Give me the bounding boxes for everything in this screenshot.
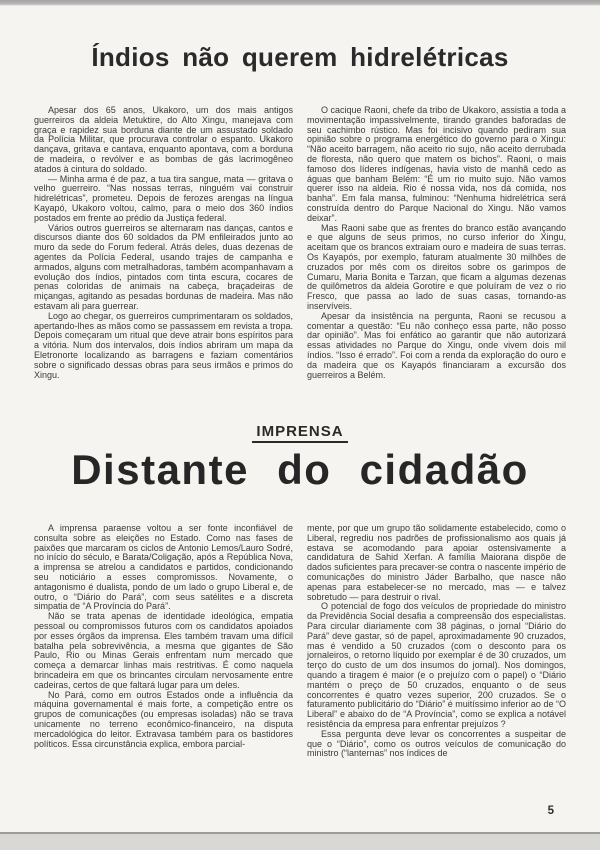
article1-body xyxy=(34,106,566,424)
paragraph: O potencial de fogo dos veículos de propriedade do ministro da Previdência Social desafia a compreensão dos especialistas. Para circular diariamente com 38 páginas, o jornal “Diário do Pará” deve gastar, só de papel, aproximadamente 90 cruzados, mas é vendido a 50 cruzados (com o desconto para os jornaleiros, o retorno líquido por exemplar é de 30 cruzados, um terço do custo de um dos insumos do jornal). Nos domingos, quando a tiragem é maior (e o prejuízo com o papel) o “Diário mantém o preço de 50 cruzados, enquanto o de seus concorrentes é quatro vezes superior, 200 cruzados. Se o faturamento publicitário do “Diário” é muitíssimo inferior ao de “O Liberal” e abaixo do de “A Província”, como se explica a notável resistência da empresa para enfrentar prejuízos ? xyxy=(307,601,566,729)
paragraph: Logo ao chegar, os guerreiros cumprimentaram os soldados, apertando-lhes as mãos como se passassem em revista a tropa. Depois começaram um ritual que deve atrair bons espíritos para a vitória. Num dos intervalos, dois índios abriram um mapa da Eletronorte localizando as barragens e faziam comentários sobre o significado dessas obras para seus irmãos e primos do Xingu. xyxy=(34,310,293,380)
paragraph: O cacique Raoni, chefe da tribo de Ukakoro, assistia a toda a movimentação impassivelmente, tirando grandes baforadas de seu cachimbo rústico. Mas foi incisivo quando pediram sua opinião sobre o programa energético do governo para o Xingu: “Não aceito barragem, não aceito rio sujo, não aceito derrubada de floresta, não quero que matem os bichos”. Raoni, o mais famoso dos líderes indígenas, havia visto de manhã cedo as águas que banham Belém: “É um rio muito sujo. Não vamos querer isso na aldeia. Rio é nossa vida, nos dá comida, nos banha”. Em fala mansa, fulminou: “Nenhuma hidrelétrica será construída dentro do Parque Nacional do Xingu. Não vamos deixar”. xyxy=(307,106,566,223)
scan-edge-bottom xyxy=(0,834,600,850)
paragraph: Apesar da insistência na pergunta, Raoni se recusou a comentar a questão: “Eu não conheço essa parte, não posso dar opinião”. Mas foi enfático ao garantir que não autorizará essas atividades no Parque do Xingu, onde vivem dois mil índios. “Isso é errado”. Foi com a renda da exploração do ouro e da madeira que os Kayapós financiaram a excursão dos guerreiros a Belém. xyxy=(307,310,566,380)
paragraph: mente, por que um grupo tão solidamente estabelecido, como o Liberal, regrediu nos padrões de profissionalismo aos quais já estava se acomodando para apoiar ostensivamente a candidatura de Sahid Xerfan. A família Maiorana dispõe de dados suficientes para precaver-se contra o nascente império de comunicações do ministro Jáder Barbalho, que nasce não apenas para estabelecer-se no mercado, mas — e talvez sobretudo — para destruir o rival. xyxy=(307,524,566,602)
page-number: 5 xyxy=(547,805,554,817)
article2-column-right xyxy=(307,524,566,808)
scan-edge-top xyxy=(0,0,600,6)
paragraph: A imprensa paraense voltou a ser fonte inconfiável de consulta sobre as eleições no Estado. Como nas fases de paixões que marcaram os ciclos de Antonio Lemos/Lauro Sodré, no início do século, e Barata/Coligação, após a República Nova, a imprensa se atrelou a candidatos e partidos, condicionando seu noticiário a esses compromissos. Novamente, o antagonismo é dualista, pondo de um lado o grupo Liberal e, de outro, o “Diário do Pará”, com seus satélites e a discreta simpatia de “A Província do Pará”. xyxy=(34,524,293,612)
paragraph: — Minha arma é de paz, a tua tira sangue, mata — gritava o velho guerreiro. “Nas nossas terras, ninguém vai construir hidrelétricas”, prometeu. Depois de ferozes arengas na língua Kayapó, Ukakoro voltou, calmo, para o meio dos 360 índios postados em frente ao prédio da Justiça federal. xyxy=(34,173,293,223)
paragraph: Essa pergunta deve levar os concorrentes a suspeitar de que o “Diário”, como os outros veículos de comunicação do ministro (“lanternas” nos índices de xyxy=(307,728,566,759)
article2-body xyxy=(34,524,566,808)
article2-column-left xyxy=(34,524,293,808)
article1-column-right xyxy=(307,106,566,424)
article1-headline: Índios não querem hidrelétricas xyxy=(91,42,509,72)
paragraph: Não se trata apenas de identidade ideológica, empatia pessoal ou compromissos futuros com os candidatos apoiados por esses órgãos da imprensa. Eles também travam uma difícil batalha pela sobrevivência, a mesma que gigantes de São Paulo, Rio ou Minas Gerais enfrentam num mercado que começa a demarcar linhas mais restritivas. É como naquela brincadeira em que os brincantes circulam nervosamente entre cadeiras, certos de que faltará lugar para um deles. xyxy=(34,611,293,690)
paragraph: Apesar dos 65 anos, Ukakoro, um dos mais antigos guerreiros da aldeia Metuktire, do Alto Xingu, manejava com graça e rapidez sua borduna diante de um assustado soldado da Polícia Militar, que procurava controlar o espanto. Ukakoro dançava, gritava e cantava, enquanto apontava, com a borduna de madeira, o revólver e as bombas de gás lacrimogêneo atados à cintura do soldado. xyxy=(34,106,293,174)
section-kicker: IMPRENSA xyxy=(252,423,347,443)
article1-column-left xyxy=(34,106,293,424)
paragraph: No Pará, como em outros Estados onde a influência da máquina governamental é mais forte, a competição entre os grupos de comunicações (ou empresas isoladas) não se trava unicamente no terreno econômico-financeiro, na disputa mercadológica do leitor. Extravasa também para os bastidores políticos. Essa circunstância explica, embora parcial- xyxy=(34,689,293,749)
article2-headline: Distante do cidadão xyxy=(71,446,529,493)
paragraph: Vários outros guerreiros se alternaram nas danças, cantos e discursos diante dos 60 soldados da PM enfileirados junto ao muro da sede do Forum federal. Atrás deles, duas dezenas de agentes da Polícia Federal, usando trajes de campanha e armados, alguns com metralhadoras, também acompanhavam a evolução dos índios, pintados com tinta escura, cocares de penas coloridas de animais na cabeça, braçadeiras de miçangas, agitando as pesadas bordunas de madeira. Mas não estavam ali para guerrear. xyxy=(34,222,293,311)
section-kicker-wrap xyxy=(0,423,600,443)
paragraph: Mas Raoni sabe que as frentes do branco estão avançando e que alguns de seus primos, no curso inferior do Xingu, aceitam que os brancos extraiam ouro e madeira de suas terras. Os Kayapós, por exemplo, faturam atualmente 30 milhões de cruzados por mês com os direitos sobre os garimpos de Cumaru, Maria Bonita e Tarzan, que ficam a algumas dezenas de quilômetros da aldeia Gorotire e que poluíram de vez o rio Fresco, que passa ao lado de suas casas, tornando-as inservíveis. xyxy=(307,222,566,311)
